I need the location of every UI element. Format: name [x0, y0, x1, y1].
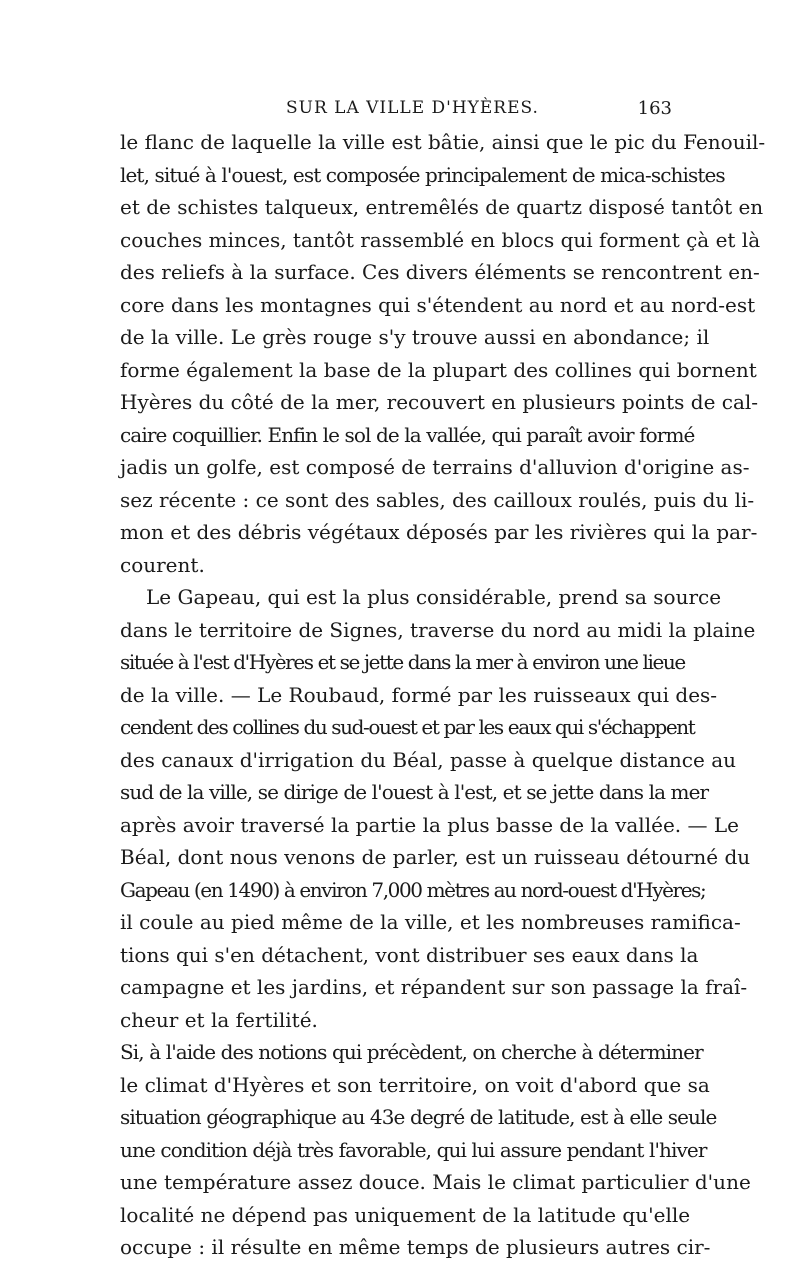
- text-line: caire coquillier. Enfin le sol de la vallée, qui paraît avoir formé: [120, 422, 695, 447]
- text-line: cheur et la fertilité.: [120, 1007, 318, 1032]
- text-line: sez récente : ce sont des sables, des cailloux roulés, puis du li-: [120, 487, 755, 512]
- text-line: une température assez douce. Mais le climat particulier d'une: [120, 1170, 751, 1194]
- text-line: mon et des débris végétaux déposés par les rivières qui la par-: [120, 520, 758, 544]
- text-line: il coule au pied même de la ville, et les nombreuses ramifica-: [120, 910, 741, 934]
- text-line: Hyères du côté de la mer, recouvert en plusieurs points de cal-: [120, 390, 759, 414]
- text-line: et de schistes talqueux, entremêlés de quartz disposé tantôt en: [120, 195, 764, 219]
- text-line: de la ville. — Le Roubaud, formé par les ruisseaux qui des-: [120, 682, 718, 707]
- text-line: de la ville. Le grès rouge s'y trouve aussi en abondance; il: [120, 325, 710, 349]
- text-line: campagne et les jardins, et répandent sur son passage la fraî-: [120, 975, 748, 999]
- text-line: situation géographique au 43e degré de latitude, est à elle seule: [120, 1105, 717, 1129]
- text-line: sud de la ville, se dirige de l'ouest à l'est, et se jette dans la mer: [120, 780, 709, 804]
- text-line: localité ne dépend pas uniquement de la latitude qu'elle: [120, 1202, 691, 1227]
- text-line: let, situé à l'ouest, est composée principalement de mica-schistes: [120, 162, 725, 187]
- text-line: tions qui s'en détachent, vont distribuer ses eaux dans la: [120, 942, 699, 967]
- text-line: dans le territoire de Signes, traverse du nord au midi la plaine: [120, 617, 756, 642]
- text-line: courent.: [120, 552, 205, 577]
- text-line: jadis un golfe, est composé de terrains d'alluvion d'origine as-: [120, 455, 750, 479]
- paragraph-start-line: Si, à l'aide des notions qui précèdent, on cherche à déterminer: [120, 1040, 703, 1064]
- text-line: des reliefs à la surface. Ces divers éléments se rencontrent en-: [120, 260, 760, 284]
- page-header: [120, 98, 678, 124]
- text-line: des canaux d'irrigation du Béal, passe à quelque distance au: [120, 747, 736, 772]
- text-line: Béal, dont nous venons de parler, est un ruisseau détourné du: [120, 845, 751, 869]
- text-line: occupe : il résulte en même temps de plusieurs autres cir-: [120, 1235, 711, 1259]
- text-line: cendent des collines du sud-ouest et par les eaux qui s'échappent: [120, 715, 695, 739]
- text-line: après avoir traversé la partie la plus basse de la vallée. — Le: [120, 812, 739, 837]
- body-text: [120, 126, 766, 1264]
- paragraph-start-line: Le Gapeau, qui est la plus considérable, prend sa source: [146, 585, 722, 609]
- text-line: couches minces, tantôt rassemblé en blocs qui forment çà et là: [120, 227, 761, 252]
- page-number: 163: [637, 98, 672, 119]
- text-line: Gapeau (en 1490) à environ 7,000 mètres au nord-ouest d'Hyères;: [120, 877, 706, 902]
- text-line: forme également la base de la plupart des collines qui bornent: [120, 357, 757, 382]
- text-line: le climat d'Hyères et son territoire, on voit d'abord que sa: [120, 1072, 710, 1097]
- text-line: core dans les montagnes qui s'étendent au nord et au nord-est: [120, 292, 756, 317]
- text-line: une condition déjà très favorable, qui lui assure pendant l'hiver: [120, 1137, 707, 1162]
- running-title: SUR LA VILLE D'HYÈRES.: [286, 98, 539, 118]
- text-line: le flanc de laquelle la ville est bâtie, ainsi que le pic du Fenouil-: [120, 130, 766, 154]
- text-line: située à l'est d'Hyères et se jette dans la mer à environ une lieue: [120, 650, 685, 674]
